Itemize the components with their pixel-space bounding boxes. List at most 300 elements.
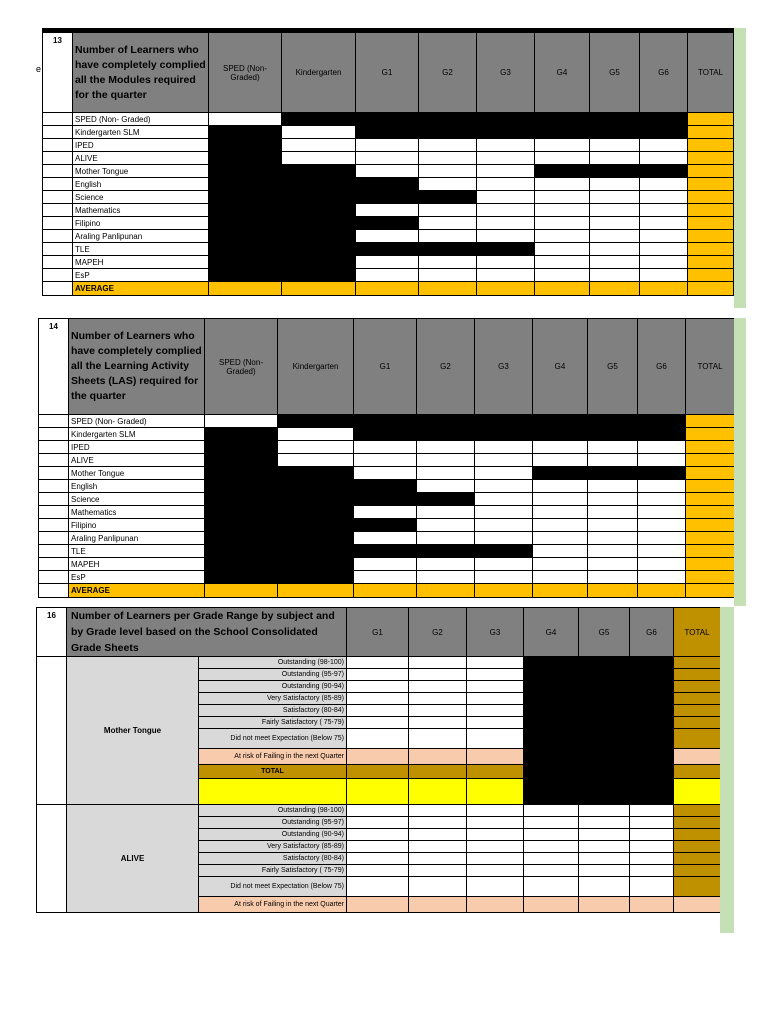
col-header: SPED (Non-Graded)	[205, 319, 278, 415]
data-cell[interactable]	[524, 897, 579, 913]
data-cell[interactable]	[630, 805, 674, 817]
data-cell[interactable]	[417, 519, 475, 532]
data-cell[interactable]	[417, 441, 475, 454]
data-cell[interactable]	[638, 441, 686, 454]
data-cell	[205, 506, 278, 519]
data-cell[interactable]	[347, 681, 409, 693]
data-cell[interactable]	[640, 152, 688, 165]
total-cell	[688, 191, 734, 204]
data-cell[interactable]	[409, 805, 467, 817]
data-cell[interactable]	[417, 532, 475, 545]
total-cell	[674, 749, 721, 765]
data-cell[interactable]	[356, 269, 419, 282]
data-cell[interactable]	[409, 829, 467, 841]
data-cell[interactable]	[630, 877, 674, 897]
average-cell	[475, 584, 533, 598]
data-cell	[205, 480, 278, 493]
data-cell[interactable]	[640, 256, 688, 269]
data-cell[interactable]	[409, 841, 467, 853]
data-cell[interactable]	[409, 853, 467, 865]
data-cell[interactable]	[409, 897, 467, 913]
data-cell[interactable]	[588, 571, 638, 584]
data-cell[interactable]	[467, 853, 524, 865]
data-cell[interactable]	[475, 467, 533, 480]
data-cell	[579, 693, 630, 705]
data-cell	[579, 749, 630, 765]
average-label: AVERAGE	[73, 282, 209, 296]
data-cell[interactable]	[475, 558, 533, 571]
data-cell[interactable]	[282, 152, 356, 165]
row-spacer	[39, 532, 69, 545]
data-cell[interactable]	[417, 571, 475, 584]
data-cell[interactable]	[638, 506, 686, 519]
col-header: G5	[590, 33, 640, 113]
data-cell[interactable]	[533, 493, 588, 506]
data-cell[interactable]	[477, 178, 535, 191]
data-cell[interactable]	[524, 865, 579, 877]
row-spacer	[43, 191, 73, 204]
data-cell[interactable]	[535, 269, 590, 282]
data-cell[interactable]	[347, 817, 409, 829]
data-cell	[356, 243, 419, 256]
data-cell[interactable]	[354, 532, 417, 545]
data-cell[interactable]	[205, 415, 278, 428]
data-cell[interactable]	[638, 454, 686, 467]
grade-range-label: Fairly Satisfactory ( 75-79)	[199, 865, 347, 877]
grade-range-label: Outstanding (98-100)	[199, 657, 347, 669]
data-cell[interactable]	[579, 817, 630, 829]
data-cell[interactable]	[467, 829, 524, 841]
data-cell[interactable]	[419, 139, 477, 152]
data-cell[interactable]	[419, 204, 477, 217]
data-cell[interactable]	[409, 669, 467, 681]
data-cell[interactable]	[409, 817, 467, 829]
row-spacer	[39, 480, 69, 493]
data-cell[interactable]	[475, 441, 533, 454]
data-cell[interactable]	[282, 126, 356, 139]
data-cell	[417, 415, 475, 428]
data-cell[interactable]	[524, 841, 579, 853]
data-cell[interactable]	[533, 558, 588, 571]
total-cell	[674, 841, 721, 853]
data-cell[interactable]	[477, 165, 535, 178]
data-cell[interactable]	[579, 877, 630, 897]
data-cell[interactable]	[477, 269, 535, 282]
data-cell[interactable]	[354, 571, 417, 584]
total-cell	[686, 480, 735, 493]
data-cell[interactable]	[467, 877, 524, 897]
data-cell[interactable]	[419, 152, 477, 165]
data-cell[interactable]	[347, 705, 409, 717]
data-cell[interactable]	[467, 865, 524, 877]
data-cell[interactable]	[524, 805, 579, 817]
data-cell[interactable]	[347, 749, 409, 765]
col-header: G3	[467, 608, 524, 657]
data-cell[interactable]	[409, 749, 467, 765]
data-cell[interactable]	[640, 217, 688, 230]
data-cell[interactable]	[579, 829, 630, 841]
grade-range-label: Outstanding (90-94)	[199, 681, 347, 693]
data-cell[interactable]	[535, 204, 590, 217]
data-cell[interactable]	[467, 749, 524, 765]
data-cell[interactable]	[590, 256, 640, 269]
data-cell[interactable]	[477, 217, 535, 230]
data-cell[interactable]	[417, 506, 475, 519]
data-cell	[354, 493, 417, 506]
data-cell[interactable]	[354, 454, 417, 467]
data-cell[interactable]	[354, 558, 417, 571]
data-cell[interactable]	[356, 204, 419, 217]
total-cell	[688, 269, 734, 282]
data-cell[interactable]	[535, 230, 590, 243]
data-cell[interactable]	[640, 139, 688, 152]
data-cell[interactable]	[588, 558, 638, 571]
data-cell[interactable]	[477, 191, 535, 204]
data-cell[interactable]	[467, 805, 524, 817]
data-cell[interactable]	[347, 865, 409, 877]
data-cell[interactable]	[347, 877, 409, 897]
total-row-cell	[467, 765, 524, 779]
row-spacer	[39, 441, 69, 454]
data-cell[interactable]	[638, 493, 686, 506]
data-cell[interactable]	[417, 558, 475, 571]
data-cell[interactable]	[467, 657, 524, 669]
data-cell[interactable]	[409, 877, 467, 897]
data-cell[interactable]	[354, 467, 417, 480]
data-cell[interactable]	[640, 204, 688, 217]
data-cell	[282, 269, 356, 282]
row-spacer	[39, 428, 69, 441]
data-cell[interactable]	[630, 853, 674, 865]
data-cell	[630, 693, 674, 705]
data-cell[interactable]	[535, 256, 590, 269]
data-cell[interactable]	[588, 506, 638, 519]
data-cell[interactable]	[354, 441, 417, 454]
data-cell[interactable]	[590, 243, 640, 256]
data-cell	[588, 415, 638, 428]
data-cell[interactable]	[347, 805, 409, 817]
data-cell[interactable]	[419, 230, 477, 243]
data-cell	[209, 217, 282, 230]
row-spacer	[43, 113, 73, 126]
data-cell[interactable]	[533, 571, 588, 584]
data-cell[interactable]	[630, 841, 674, 853]
data-cell[interactable]	[630, 829, 674, 841]
data-cell[interactable]	[467, 841, 524, 853]
data-cell[interactable]	[588, 493, 638, 506]
data-cell[interactable]	[579, 805, 630, 817]
data-cell	[354, 480, 417, 493]
data-cell[interactable]	[409, 693, 467, 705]
row-spacer	[43, 282, 73, 296]
data-cell[interactable]	[524, 829, 579, 841]
data-cell[interactable]	[419, 217, 477, 230]
data-cell	[630, 657, 674, 669]
col-header: TOTAL	[674, 608, 721, 657]
grade-range-label: Satisfactory (80-84)	[199, 705, 347, 717]
data-cell[interactable]	[419, 178, 477, 191]
row-spacer	[39, 467, 69, 480]
data-cell[interactable]	[409, 717, 467, 729]
data-cell	[278, 519, 354, 532]
subject-label: Kindergarten SLM	[73, 126, 209, 139]
data-cell[interactable]	[590, 269, 640, 282]
data-cell[interactable]	[590, 191, 640, 204]
row-spacer	[39, 571, 69, 584]
data-cell[interactable]	[467, 729, 524, 749]
data-cell[interactable]	[467, 705, 524, 717]
data-cell[interactable]	[535, 243, 590, 256]
total-cell	[686, 415, 735, 428]
data-cell[interactable]	[533, 454, 588, 467]
total-cell	[674, 817, 721, 829]
data-cell[interactable]	[347, 693, 409, 705]
data-cell	[524, 669, 579, 681]
total-row-cell	[409, 765, 467, 779]
data-cell	[524, 681, 579, 693]
data-cell[interactable]	[354, 506, 417, 519]
data-cell	[590, 165, 640, 178]
data-cell[interactable]	[417, 467, 475, 480]
data-cell[interactable]	[590, 139, 640, 152]
total-cell	[686, 571, 735, 584]
data-cell[interactable]	[356, 139, 419, 152]
data-cell[interactable]	[533, 506, 588, 519]
row-spacer	[43, 152, 73, 165]
total-cell	[674, 877, 721, 897]
data-cell[interactable]	[278, 441, 354, 454]
data-cell[interactable]	[535, 152, 590, 165]
data-cell[interactable]	[356, 165, 419, 178]
data-cell[interactable]	[477, 152, 535, 165]
data-cell[interactable]	[417, 454, 475, 467]
data-cell[interactable]	[467, 817, 524, 829]
data-cell[interactable]	[590, 204, 640, 217]
data-cell[interactable]	[419, 269, 477, 282]
data-cell	[579, 729, 630, 749]
average-cell	[417, 584, 475, 598]
data-cell[interactable]	[533, 519, 588, 532]
grade-range-label: At risk of Failing in the next Quarter	[199, 749, 347, 765]
row-spacer	[43, 269, 73, 282]
data-cell[interactable]	[640, 178, 688, 191]
data-cell[interactable]	[409, 657, 467, 669]
row-spacer	[43, 165, 73, 178]
data-cell[interactable]	[590, 230, 640, 243]
data-cell[interactable]	[278, 454, 354, 467]
data-cell[interactable]	[347, 841, 409, 853]
data-cell[interactable]	[347, 669, 409, 681]
data-cell[interactable]	[535, 217, 590, 230]
col-header: Kindergarten	[278, 319, 354, 415]
row-spacer	[39, 545, 69, 558]
data-cell[interactable]	[477, 139, 535, 152]
col-header: G6	[638, 319, 686, 415]
data-cell	[524, 729, 579, 749]
data-cell[interactable]	[409, 865, 467, 877]
data-cell[interactable]	[590, 178, 640, 191]
data-cell[interactable]	[630, 817, 674, 829]
data-cell[interactable]	[588, 532, 638, 545]
row-spacer	[39, 558, 69, 571]
data-cell[interactable]	[419, 256, 477, 269]
data-cell	[282, 113, 356, 126]
average-label: AVERAGE	[69, 584, 205, 598]
data-cell[interactable]	[638, 558, 686, 571]
data-cell[interactable]	[347, 717, 409, 729]
data-cell[interactable]	[409, 729, 467, 749]
yellow-cell	[630, 779, 674, 805]
data-cell[interactable]	[640, 191, 688, 204]
data-cell	[354, 545, 417, 558]
data-cell[interactable]	[579, 897, 630, 913]
data-cell[interactable]	[475, 454, 533, 467]
data-cell	[278, 558, 354, 571]
data-cell[interactable]	[640, 243, 688, 256]
average-cell	[686, 584, 735, 598]
data-cell	[282, 256, 356, 269]
data-cell[interactable]	[535, 139, 590, 152]
data-cell	[417, 428, 475, 441]
data-cell	[579, 681, 630, 693]
data-cell[interactable]	[467, 693, 524, 705]
data-cell[interactable]	[467, 681, 524, 693]
data-cell[interactable]	[579, 865, 630, 877]
data-cell	[630, 749, 674, 765]
total-cell	[674, 717, 721, 729]
data-cell	[630, 717, 674, 729]
data-cell	[356, 217, 419, 230]
col-header: G3	[475, 319, 533, 415]
data-cell[interactable]	[477, 256, 535, 269]
data-cell[interactable]	[417, 480, 475, 493]
col-header: G2	[409, 608, 467, 657]
yellow-cell	[199, 779, 347, 805]
data-cell[interactable]	[533, 545, 588, 558]
data-cell[interactable]	[638, 519, 686, 532]
data-cell[interactable]	[475, 532, 533, 545]
data-cell[interactable]	[419, 165, 477, 178]
data-cell	[209, 178, 282, 191]
data-cell[interactable]	[588, 480, 638, 493]
total-label: TOTAL	[199, 765, 347, 779]
section-14-table	[38, 318, 735, 598]
data-cell[interactable]	[356, 256, 419, 269]
data-cell[interactable]	[588, 545, 638, 558]
data-cell[interactable]	[535, 178, 590, 191]
data-cell[interactable]	[282, 139, 356, 152]
col-header: G1	[347, 608, 409, 657]
data-cell[interactable]	[524, 817, 579, 829]
data-cell[interactable]	[524, 853, 579, 865]
data-cell[interactable]	[638, 545, 686, 558]
total-cell	[688, 256, 734, 269]
data-cell[interactable]	[640, 269, 688, 282]
data-cell	[588, 467, 638, 480]
data-cell[interactable]	[347, 829, 409, 841]
total-cell	[688, 113, 734, 126]
data-cell	[356, 113, 419, 126]
data-cell[interactable]	[347, 657, 409, 669]
grade-range-label: Outstanding (90-94)	[199, 829, 347, 841]
data-cell[interactable]	[533, 480, 588, 493]
data-cell	[209, 256, 282, 269]
data-cell[interactable]	[467, 717, 524, 729]
grade-range-label: Fairly Satisfactory ( 75-79)	[199, 717, 347, 729]
data-cell[interactable]	[477, 204, 535, 217]
yellow-cell	[674, 779, 721, 805]
data-cell[interactable]	[588, 519, 638, 532]
data-cell	[579, 669, 630, 681]
data-cell	[278, 493, 354, 506]
subject-label: IPED	[69, 441, 205, 454]
data-cell[interactable]	[640, 230, 688, 243]
subject-label: Mathematics	[69, 506, 205, 519]
subject-group-label: ALIVE	[67, 805, 199, 913]
data-cell[interactable]	[356, 152, 419, 165]
data-cell[interactable]	[638, 571, 686, 584]
total-cell	[686, 506, 735, 519]
data-cell[interactable]	[533, 441, 588, 454]
data-cell[interactable]	[579, 853, 630, 865]
data-cell	[209, 230, 282, 243]
data-cell[interactable]	[467, 669, 524, 681]
data-cell[interactable]	[630, 897, 674, 913]
data-cell[interactable]	[347, 729, 409, 749]
data-cell[interactable]	[638, 480, 686, 493]
data-cell[interactable]	[347, 897, 409, 913]
data-cell[interactable]	[475, 480, 533, 493]
data-cell[interactable]	[638, 532, 686, 545]
data-cell[interactable]	[278, 428, 354, 441]
average-cell	[354, 584, 417, 598]
data-cell[interactable]	[409, 705, 467, 717]
average-cell	[688, 282, 734, 296]
data-cell[interactable]	[524, 877, 579, 897]
total-cell	[686, 558, 735, 571]
data-cell[interactable]	[590, 152, 640, 165]
data-cell[interactable]	[409, 681, 467, 693]
data-cell	[356, 126, 419, 139]
data-cell	[209, 243, 282, 256]
data-cell[interactable]	[467, 897, 524, 913]
average-cell	[356, 282, 419, 296]
data-cell[interactable]	[356, 230, 419, 243]
data-cell[interactable]	[477, 230, 535, 243]
grade-range-label: Did not meet Expectation (Below 75)	[199, 729, 347, 749]
data-cell[interactable]	[475, 506, 533, 519]
data-cell[interactable]	[630, 865, 674, 877]
data-cell[interactable]	[533, 532, 588, 545]
total-cell	[688, 139, 734, 152]
data-cell[interactable]	[475, 519, 533, 532]
data-cell[interactable]	[535, 191, 590, 204]
data-cell[interactable]	[209, 113, 282, 126]
total-cell	[686, 532, 735, 545]
data-cell[interactable]	[347, 853, 409, 865]
average-cell	[535, 282, 590, 296]
data-cell	[278, 480, 354, 493]
section-question: Number of Learners who have completely complied all the Learning Activity Sheets (LAS) required for the quarter	[69, 319, 205, 415]
data-cell[interactable]	[579, 841, 630, 853]
subject-label: Filipino	[73, 217, 209, 230]
data-cell[interactable]	[475, 493, 533, 506]
data-cell[interactable]	[590, 217, 640, 230]
data-cell[interactable]	[588, 441, 638, 454]
data-cell[interactable]	[475, 571, 533, 584]
subject-label: IPED	[73, 139, 209, 152]
data-cell[interactable]	[588, 454, 638, 467]
